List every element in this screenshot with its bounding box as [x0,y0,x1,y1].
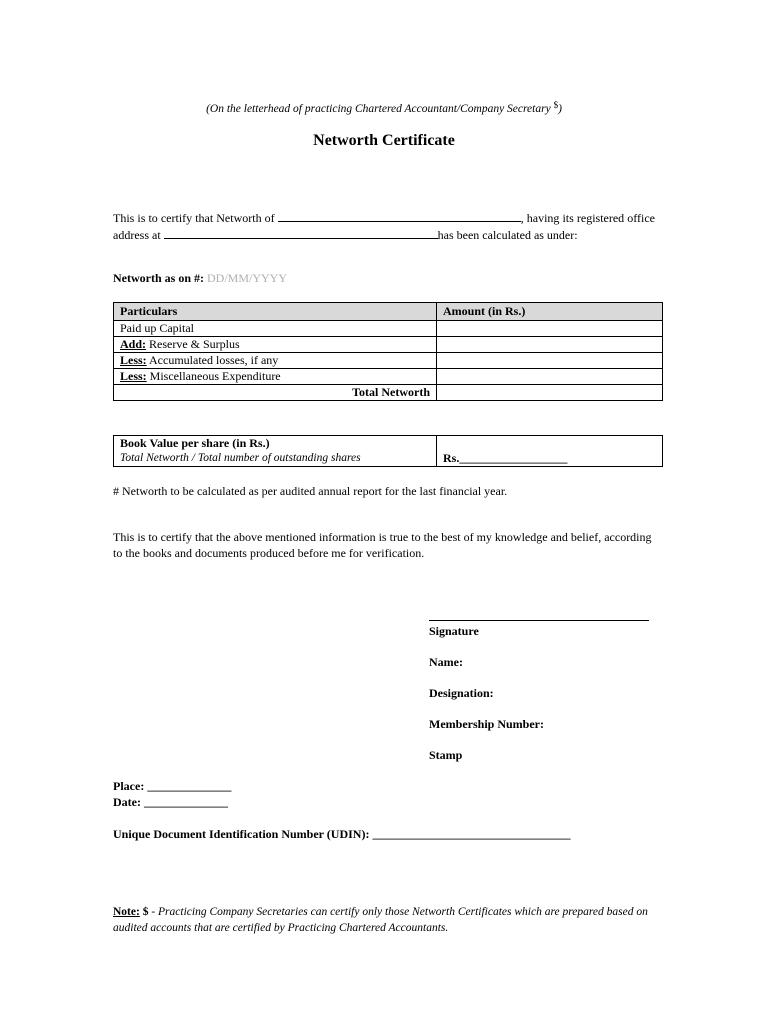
membership-number-label: Membership Number: [429,717,544,731]
row-label [114,321,437,337]
row-label-text: Accumulated losses, if any [146,353,279,367]
signature-line[interactable] [429,620,649,621]
book-value-table [113,435,663,467]
page-title: Networth Certificate [313,132,455,149]
intro-paragraph [113,209,655,243]
networth-as-on [113,270,287,286]
letterhead-text: (On the letterhead of practicing Chartered Accountant/Company Secretary [206,103,554,115]
certification-paragraph: This is to certify that the above mentioned information is true to the best of my knowledge and belief, according to the books and documents produced before me for verification. [113,530,652,560]
intro-text-3: has been calculated as under: [437,228,578,242]
hash-note: # Networth to be calculated as per audited annual report for the last financial year. [113,484,508,498]
row-label [114,353,437,369]
row-prefix: Less: [120,369,147,383]
date-placeholder[interactable]: DD/MM/YYYY [207,271,288,285]
name-label: Name: [429,655,463,669]
letterhead-instruction [0,97,768,117]
amount-cell[interactable] [437,353,663,369]
footnote [113,904,658,936]
table-row [114,321,663,337]
row-label-text: Reserve & Surplus [146,337,240,351]
column-header-amount: Amount (in Rs.) [437,303,663,321]
amount-cell[interactable] [437,337,663,353]
footnote-label [113,906,148,918]
row-label-text: Miscellaneous Expenditure [146,369,281,383]
udin-field[interactable]: Unique Document Identification Number (UDIN): _________________________________ [113,827,571,841]
place-field[interactable]: Place: ______________ [113,779,232,793]
letterhead-close: ) [558,103,562,115]
letterhead-dollar-symbol: $ [553,100,559,110]
networth-as-on-label: Networth as on #: [113,271,204,285]
amount-cell[interactable] [437,369,663,385]
column-header-particulars: Particulars [114,303,437,321]
book-value-formula: Total Networth / Total number of outstanding shares [120,452,361,464]
amount-cell[interactable] [437,321,663,337]
row-prefix: Add: [120,337,147,351]
signature-label: Signature [429,624,479,638]
intro-text-2: , having its registered office address at [113,211,655,242]
table-header-row [114,303,663,321]
footnote-note-word: Note: [113,906,140,918]
book-value-description [114,436,437,467]
row-label [114,369,437,385]
company-name-blank[interactable] [278,209,521,222]
table-row [114,337,663,353]
total-row [114,385,663,401]
row-label [114,337,437,353]
book-value-title: Book Value per share (in Rs.) [120,436,270,450]
total-networth-label: Total Networth [114,385,437,401]
intro-text-1: This is to certify that Networth of [113,211,275,225]
stamp-label: Stamp [429,748,463,762]
row-prefix: Less: [120,353,147,367]
date-field[interactable]: Date: ______________ [113,795,228,809]
designation-label: Designation: [429,686,494,700]
book-value-row [114,436,663,467]
table-row [114,353,663,369]
table-row [114,369,663,385]
total-amount-cell[interactable] [437,385,663,401]
office-address-blank[interactable] [164,226,438,239]
book-value-amount[interactable]: Rs.__________________ [437,436,663,467]
footnote-text: - Practicing Company Secretaries can certify only those Networth Certificates which are prepared based on audited accounts that are certified by Practicing Chartered Accountants. [113,906,648,934]
row-label-text: Paid up Capital [120,321,194,335]
networth-table [113,302,663,401]
footnote-dollar-symbol: $ [139,906,149,918]
